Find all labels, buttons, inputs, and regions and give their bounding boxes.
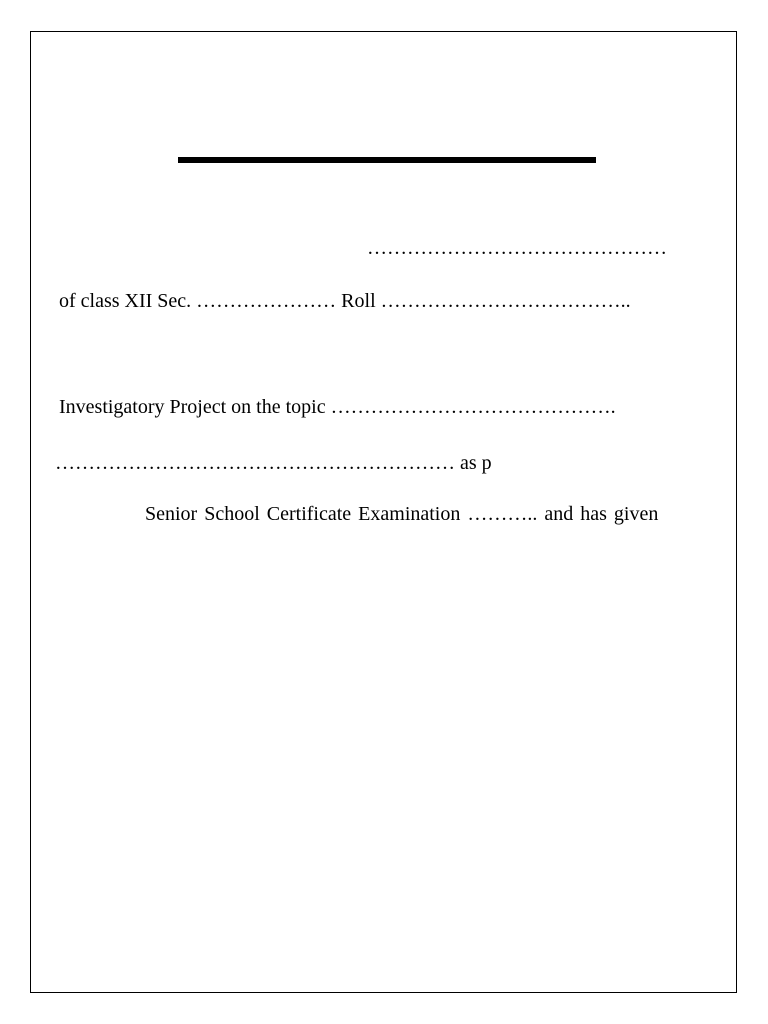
heading-underline <box>178 157 596 163</box>
class-section-roll-line: of class XII Sec. ………………… Roll ……………………………….. <box>59 290 631 312</box>
name-blank-line: ……………………………………… <box>367 237 667 259</box>
topic-continuation-line: …………………………………………………… as p <box>55 452 492 474</box>
project-topic-line: Investigatory Project on the topic ……………………………………. <box>59 396 616 418</box>
examination-line: Senior School Certificate Examination ……….. and has given <box>145 503 659 525</box>
